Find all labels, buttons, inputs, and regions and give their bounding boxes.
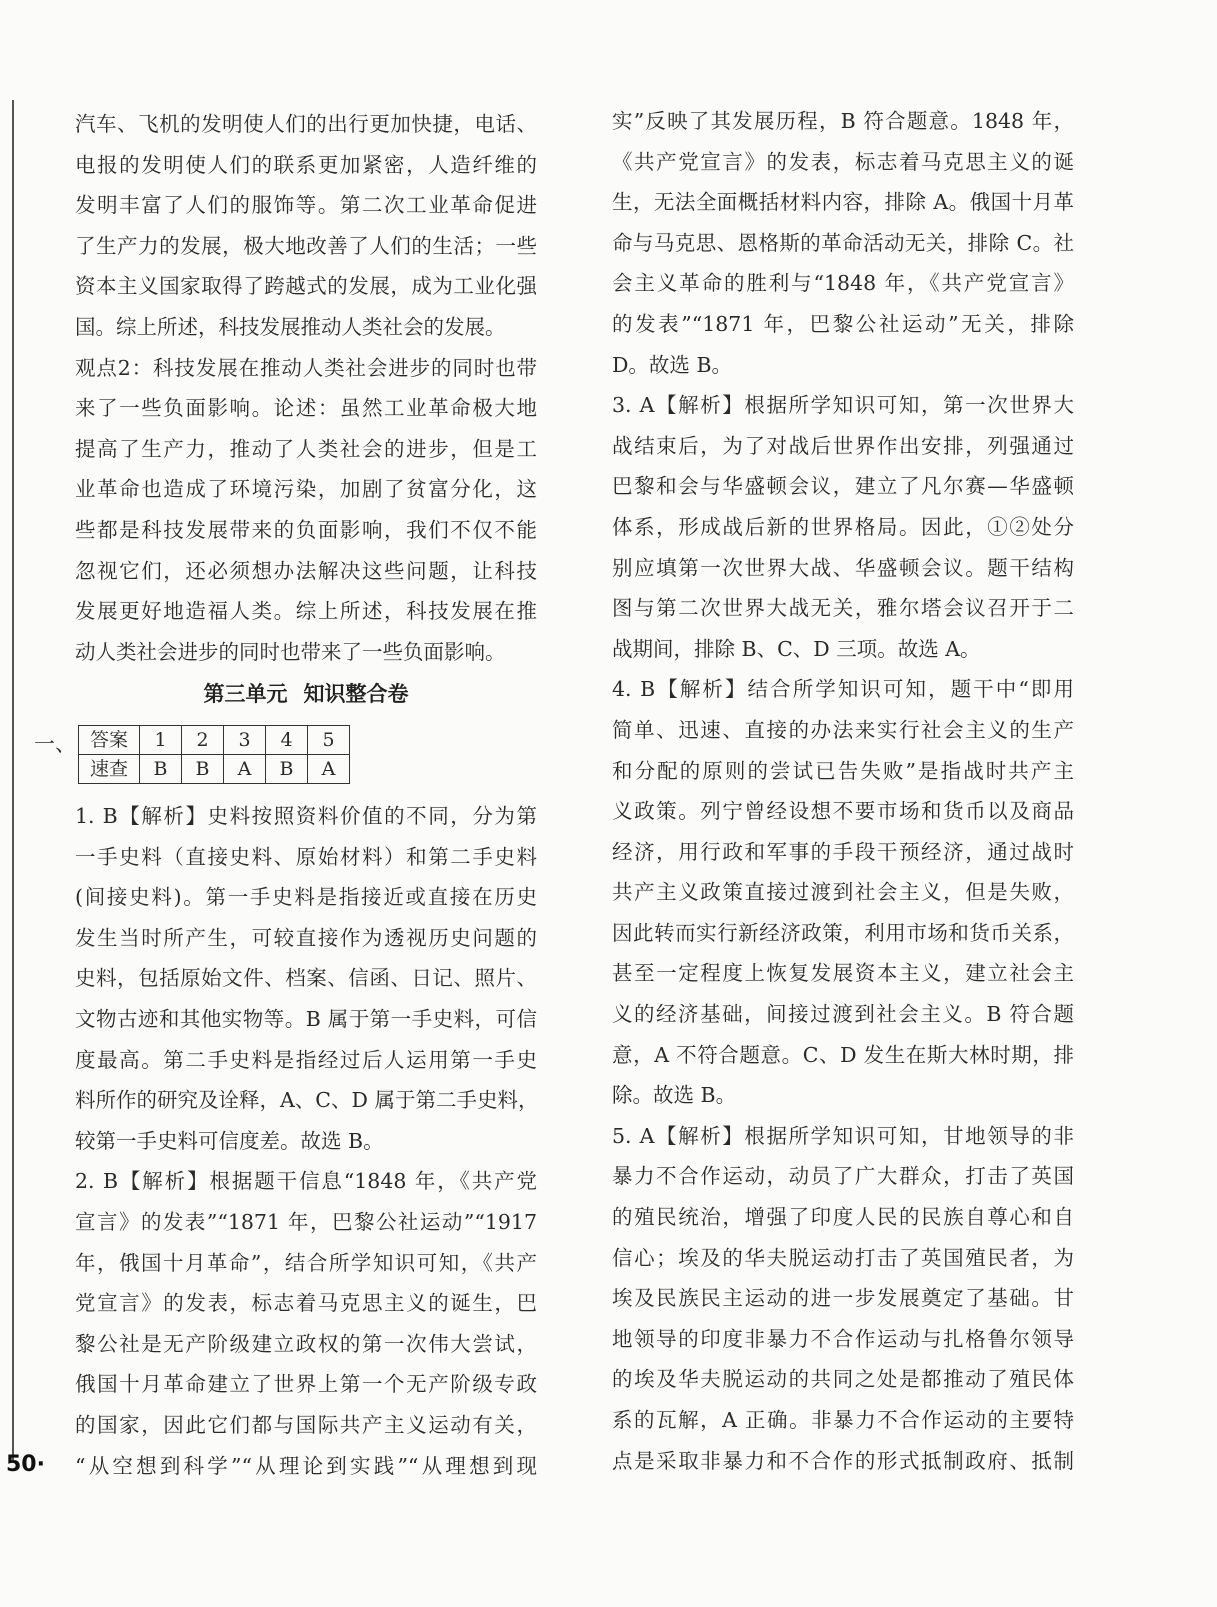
answer-cell: B — [140, 755, 182, 784]
text-line: 发生当时所产生，可较直接作为透视历史问题的 — [75, 925, 537, 950]
text-line: 经济，用行政和军事的手段干预经济，通过战时 — [612, 839, 1074, 864]
part-label: 一、 — [34, 732, 76, 756]
text-line: 2. B【解析】根据题干信息“1848 年，《共产党 — [75, 1169, 537, 1194]
answer-table-row-answers — [79, 755, 350, 784]
question-number: 5 — [308, 726, 350, 755]
answer-table-label: 速查 — [79, 755, 140, 784]
text-line: 5. A【解析】根据所学知识可知，甘地领导的非 — [612, 1123, 1074, 1148]
text-line: 国。综上所述，科技发展推动人类社会的发展。 — [75, 314, 506, 339]
text-line: 系的瓦解，A 正确。非暴力不合作运动的主要特 — [612, 1408, 1074, 1432]
text-line: 观点2：科技发展在推动人类社会进步的同时也带 — [75, 355, 537, 380]
text-line: 简单、迅速、直接的办法来实行社会主义的生产 — [612, 717, 1074, 742]
section-unit: 第三单元 — [203, 682, 288, 706]
text-line: 巴黎和会与华盛顿会议，建立了凡尔赛—华盛顿 — [612, 474, 1074, 499]
text-line: 除。故选 B。 — [612, 1083, 737, 1108]
text-line: 电报的发明使人们的联系更加紧密，人造纤维的 — [75, 152, 537, 177]
text-line: 史料，包括原始文件、档案、信函、日记、照片、 — [75, 966, 537, 991]
question-number: 2 — [182, 726, 224, 755]
text-line: 的国家，因此它们都与国际共产主义运动有关， — [75, 1412, 537, 1437]
answer-cell: B — [182, 755, 224, 784]
text-line: “从空想到科学”“从理论到实践”“从理想到现 — [75, 1453, 537, 1478]
text-line: 发展更好地造福人类。综上所述，科技发展在推 — [75, 599, 537, 624]
margin-rule — [12, 100, 14, 1460]
text-line: 发明丰富了人们的服饰等。第二次工业革命促进 — [75, 193, 537, 218]
answer-table — [78, 725, 350, 784]
text-line: 汽车、飞机的发明使人们的出行更加快捷，电话、 — [75, 112, 537, 136]
text-line: 宣言》的发表”“1871 年，巴黎公社运动”“1917 — [75, 1209, 537, 1234]
text-line: 和分配的原则的尝试已告失败”是指战时共产主 — [612, 758, 1074, 783]
text-line: 实”反映了其发展历程，B 符合题意。1848 年， — [612, 109, 1074, 133]
answer-cell: B — [266, 755, 308, 784]
text-line: 提高了生产力，推动了人类社会的进步，但是工 — [75, 436, 537, 461]
text-line: 暴力不合作运动，动员了广大群众，打击了英国 — [612, 1164, 1074, 1189]
question-number: 1 — [140, 726, 182, 755]
text-line: 了生产力的发展，极大地改善了人们的生活；一些 — [75, 233, 537, 258]
text-line: 料所作的研究及诠释，A、C、D 属于第二手史料， — [75, 1088, 539, 1113]
text-line: 文物古迹和其他实物等。B 属于第一手史料，可信 — [75, 1006, 537, 1031]
answer-cell: A — [308, 755, 350, 784]
text-line: 资本主义国家取得了跨越式的发展，成为工业化强 — [75, 274, 537, 299]
text-line: 埃及民族民主运动的进一步发展奠定了基础。甘 — [612, 1286, 1074, 1311]
text-line: 战期间，排除 B、C、D 三项。故选 A。 — [612, 636, 981, 661]
question-number: 3 — [224, 726, 266, 755]
text-line: 4. B【解析】结合所学知识可知，题干中“即用 — [612, 677, 1074, 702]
text-line: 别应填第一次世界大战、华盛顿会议。题干结构 — [612, 555, 1074, 580]
text-line: 些都是科技发展带来的负面影响，我们不仅不能 — [75, 517, 537, 542]
text-line: 度最高。第二手史料是指经过后人运用第一手史 — [75, 1047, 537, 1072]
text-line: 黎公社是无产阶级建立政权的第一次伟大尝试， — [75, 1331, 537, 1356]
text-line: 命与马克思、恩格斯的革命活动无关，排除 C。社 — [612, 230, 1074, 255]
text-line: 一手史料（直接史料、原始材料）和第二手史料 — [75, 844, 537, 869]
text-line: D。故选 B。 — [612, 352, 733, 377]
text-line: 3. A【解析】根据所学知识可知，第一次世界大 — [612, 393, 1074, 418]
answer-cell: A — [224, 755, 266, 784]
text-line: 较第一手史料可信度差。故选 B。 — [75, 1128, 384, 1153]
text-line: 意，A 不符合题意。C、D 发生在斯大林时期，排 — [612, 1042, 1074, 1067]
text-line: 地领导的印度非暴力不合作运动与扎格鲁尔领导 — [612, 1326, 1074, 1351]
text-line: 图与第二次世界大战无关，雅尔塔会议召开于二 — [612, 596, 1074, 621]
text-line: 的发表”“1871 年，巴黎公社运动”无关，排除 — [612, 311, 1074, 336]
answer-table-row-numbers — [79, 726, 350, 755]
section-heading — [75, 678, 537, 708]
text-line: 义政策。列宁曾经设想不要市场和货币以及商品 — [612, 799, 1074, 824]
text-line: 义的经济基础，间接过渡到社会主义。B 符合题 — [612, 1002, 1074, 1027]
text-line: 生，无法全面概括材料内容，排除 A。俄国十月革 — [612, 190, 1074, 215]
left-column-bottom — [75, 796, 537, 1486]
text-line: 业革命也造成了环境污染，加剧了贫富分化，这 — [75, 477, 537, 502]
left-column-top — [75, 104, 537, 672]
text-line: 党宣言》的发表，标志着马克思主义的诞生，巴 — [75, 1291, 537, 1316]
text-line: 信心；埃及的华夫脱运动打击了英国殖民者，为 — [612, 1245, 1074, 1270]
section-title: 知识整合卷 — [303, 682, 409, 706]
text-line: 的殖民统治，增强了印度人民的民族自尊心和自 — [612, 1205, 1074, 1230]
page-number: 50· — [6, 1452, 45, 1477]
text-line: 因此转而实行新经济政策，利用市场和货币关系， — [612, 920, 1074, 945]
text-line: 战结束后，为了对战后世界作出安排，列强通过 — [612, 433, 1074, 458]
text-line: 忽视它们，还必须想办法解决这些问题，让科技 — [75, 558, 537, 583]
text-line: 年，俄国十月革命”，结合所学知识可知，《共产 — [75, 1250, 537, 1275]
text-line: 共产主义政策直接过渡到社会主义，但是失败， — [612, 880, 1074, 905]
text-line: 会主义革命的胜利与“1848 年，《共产党宣言》 — [612, 271, 1074, 296]
text-line: 来了一些负面影响。论述：虽然工业革命极大地 — [75, 396, 537, 421]
right-column — [612, 101, 1074, 1481]
text-line: 的埃及华夫脱运动的共同之处是都推动了殖民体 — [612, 1367, 1074, 1392]
text-line: 体系，形成战后新的世界格局。因此，①②处分 — [612, 514, 1074, 539]
text-line: 1. B【解析】史料按照资料价值的不同，分为第 — [75, 804, 537, 828]
text-line: 甚至一定程度上恢复发展资本主义，建立社会主 — [612, 961, 1074, 986]
text-line: 动人类社会进步的同时也带来了一些负面影响。 — [75, 639, 506, 664]
question-number: 4 — [266, 726, 308, 755]
answer-table-label: 答案 — [79, 726, 140, 755]
text-line: (间接史料)。第一手史料是指接近或直接在历史 — [75, 885, 537, 910]
text-line: 点是采取非暴力和不合作的形式抵制政府、抵制 — [612, 1448, 1074, 1473]
text-line: 《共产党宣言》的发表，标志着马克思主义的诞 — [612, 149, 1074, 174]
text-line: 俄国十月革命建立了世界上第一个无产阶级专政 — [75, 1372, 537, 1397]
